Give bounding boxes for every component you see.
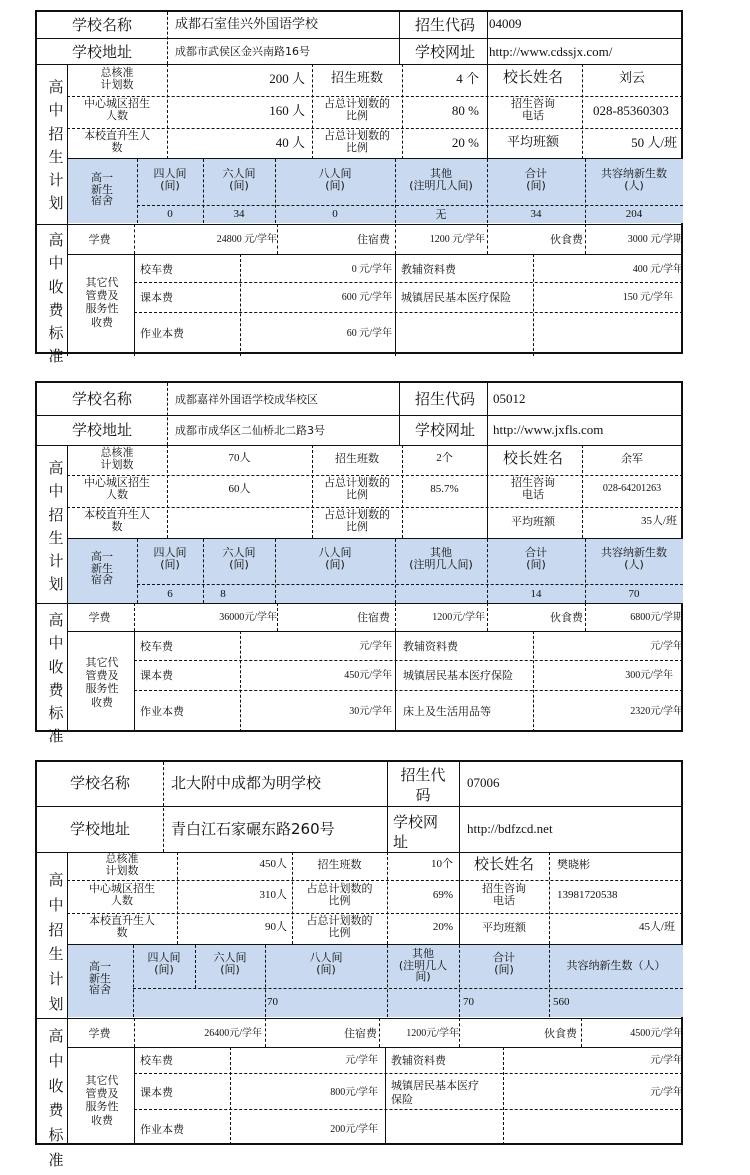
total-rooms-header: 合计 (间) xyxy=(525,546,547,571)
textbook-label: 课本费 xyxy=(140,1086,173,1099)
insurance-value: 元/学年 xyxy=(650,1087,683,1098)
central-value: 310人 xyxy=(259,889,287,901)
lodging-value: 1200 元/学年 xyxy=(429,234,485,245)
principal-label: 校长姓名 xyxy=(473,855,534,873)
tuition-value: 24800 元/学年 xyxy=(216,234,277,245)
room6-header: 六人间 (间) xyxy=(213,951,247,976)
promote-label: 本校直升生人 数 xyxy=(84,129,150,154)
school-name-label: 学校名称 xyxy=(71,16,132,34)
tuition-value: 26400元/学年 xyxy=(204,1028,262,1039)
tutoring-value: 400 元/学年 xyxy=(632,264,683,275)
textbook-value: 600 元/学年 xyxy=(341,292,392,303)
enroll-code: 07006 xyxy=(467,775,500,790)
school-card-1 xyxy=(35,10,683,366)
total-rooms-value: 14 xyxy=(530,588,542,600)
tutoring-label: 教辅资料费 xyxy=(403,640,458,653)
school-website-label: 学校网 址 xyxy=(393,813,439,852)
workbook-label: 作业本费 xyxy=(140,1123,184,1136)
insurance-label: 城镇居民基本医疗保险 xyxy=(401,291,511,304)
room8-value: 70 xyxy=(267,996,278,1008)
meals-value: 6800元/学期 xyxy=(630,612,683,623)
school-card-3 xyxy=(35,760,683,1169)
plan-section-label: 高中招生计划 xyxy=(48,459,64,594)
school-address-label: 学校地址 xyxy=(69,820,130,838)
promote-label: 本校直升生人 数 xyxy=(89,914,155,939)
bus-value: 元/学年 xyxy=(345,1055,378,1066)
central-label: 中心城区招生 人数 xyxy=(84,476,150,501)
ratio-label: 占总计划数的 比例 xyxy=(324,97,390,122)
other-room-header: 其他 (注明几人间) xyxy=(409,546,473,571)
central-label: 中心城区招生 人数 xyxy=(89,882,155,907)
plan-section-label: 高中招生计划 xyxy=(48,871,64,1013)
workbook-value: 60 元/学年 xyxy=(346,328,392,339)
quota-label: 总核准 计划数 xyxy=(105,852,139,877)
avg-class-value: 50 人/班 xyxy=(631,135,677,150)
tuition-value: 36000元/学年 xyxy=(219,612,277,623)
lodging-value: 1200元/学年 xyxy=(406,1028,459,1039)
capacity-value: 560 xyxy=(553,996,570,1008)
central-ratio: 69% xyxy=(432,889,453,901)
lodging-label: 住宿费 xyxy=(357,233,390,246)
textbook-value: 450元/学年 xyxy=(344,670,392,681)
school-address: 青白江石家碾东路260号 xyxy=(171,820,335,838)
other-room-value: 无 xyxy=(435,208,447,221)
room6-value: 8 xyxy=(220,588,226,600)
dorm-label: 高一 新生 宿舍 xyxy=(91,171,113,208)
school-name-label: 学校名称 xyxy=(69,774,130,792)
lodging-label: 住宿费 xyxy=(357,611,390,624)
insurance-value: 150 元/学年 xyxy=(622,292,673,303)
quota-label: 总核准 计划数 xyxy=(100,446,134,471)
school-website[interactable]: http://bdfzcd.net xyxy=(467,821,553,836)
enroll-code-label: 招生代 码 xyxy=(400,766,446,804)
ratio-label: 占总计划数的 比例 xyxy=(306,882,373,907)
insurance-label: 城镇居民基本医疗保险 xyxy=(403,669,513,682)
quota-value: 200 人 xyxy=(269,71,305,86)
room4-value: 0 xyxy=(167,208,173,220)
room4-value: 6 xyxy=(167,588,173,600)
tutoring-label: 教辅资料费 xyxy=(391,1054,446,1067)
central-value: 60人 xyxy=(228,483,251,495)
other-room-header: 其他 (注明几人间) xyxy=(409,167,473,192)
school-address: 成都市成华区二仙桥北二路3号 xyxy=(175,424,325,437)
principal-label: 校长姓名 xyxy=(502,68,563,86)
textbook-label: 课本费 xyxy=(140,669,173,682)
capacity-header: 共容纳新生数 (人) xyxy=(601,167,667,192)
promote-label: 本校直升生人 数 xyxy=(84,508,150,533)
enroll-code: 05012 xyxy=(493,391,526,406)
enroll-code: 04009 xyxy=(489,16,522,31)
bedding-label: 床上及生活用品等 xyxy=(403,705,491,718)
central-value: 160 人 xyxy=(269,103,305,118)
fee-section-label: 高中收费标准 xyxy=(48,1027,64,1169)
room4-header: 四人间 (间) xyxy=(153,546,187,571)
central-label: 中心城区招生 人数 xyxy=(84,97,150,122)
room6-header: 六人间 (间) xyxy=(222,167,256,192)
tutoring-label: 教辅资料费 xyxy=(401,263,456,276)
capacity-header: 共容纳新生数（人） xyxy=(566,959,666,972)
other-fees-label: 其它代 管费及 服务性 收费 xyxy=(85,276,119,329)
avg-class-value: 45人/班 xyxy=(638,921,675,933)
tuition-label: 学费 xyxy=(88,611,111,624)
meals-label: 伙食费 xyxy=(544,1027,577,1040)
ratio-label-2: 占总计划数的 比例 xyxy=(324,508,390,533)
workbook-label: 作业本费 xyxy=(140,705,184,718)
textbook-value: 800元/学年 xyxy=(330,1087,378,1098)
plan-section-label: 高中招生计划 xyxy=(48,78,64,213)
tuition-label: 学费 xyxy=(88,1027,111,1040)
consult-label: 招生咨询 电话 xyxy=(511,476,555,501)
promote-ratio: 20% xyxy=(432,921,453,933)
central-ratio: 85.7% xyxy=(430,483,459,495)
classes-value: 4 个 xyxy=(456,71,479,86)
workbook-label: 作业本费 xyxy=(140,327,184,340)
other-room-header: 其他 (注明几人 间) xyxy=(398,947,448,984)
school-card-2 xyxy=(35,381,683,746)
ratio-label-2: 占总计划数的 比例 xyxy=(324,129,390,154)
enroll-code-label: 招生代码 xyxy=(414,16,475,34)
quota-label: 总核准 计划数 xyxy=(100,66,134,91)
enroll-code-label: 招生代码 xyxy=(414,390,475,408)
classes-label: 招生班数 xyxy=(330,71,383,86)
school-website-label: 学校网址 xyxy=(414,43,475,61)
classes-value: 10个 xyxy=(431,858,453,870)
central-ratio: 80 % xyxy=(451,103,479,118)
tutoring-value: 元/学年 xyxy=(650,1055,683,1066)
room6-value: 34 xyxy=(233,208,245,220)
insurance-label: 城镇居民基本医疗 保险 xyxy=(391,1079,479,1107)
school-address: 成都市武侯区金兴南路16号 xyxy=(175,45,310,58)
principal-name: 樊晓彬 xyxy=(557,858,590,871)
insurance-value: 300元/学年 xyxy=(625,670,673,681)
ratio-label: 占总计划数的 比例 xyxy=(324,476,390,501)
total-rooms-value: 34 xyxy=(530,208,542,220)
avg-class-label: 平均班额 xyxy=(511,515,555,528)
room4-header: 四人间 (间) xyxy=(147,951,181,976)
textbook-label: 课本费 xyxy=(140,291,173,304)
ratio-label-2: 占总计划数的 比例 xyxy=(306,914,373,939)
room8-header: 八人间 (间) xyxy=(309,951,343,976)
workbook-value: 200元/学年 xyxy=(330,1124,378,1135)
principal-name: 刘云 xyxy=(618,71,645,86)
bedding-value: 2320元/学年 xyxy=(630,706,683,717)
promote-value: 90人 xyxy=(265,921,287,933)
room8-header: 八人间 (间) xyxy=(318,167,352,192)
bus-label: 校车费 xyxy=(140,263,173,276)
consult-label: 招生咨询 电话 xyxy=(482,882,526,907)
school-website[interactable]: http://www.cdssjx.com/ xyxy=(489,44,613,59)
school-name: 成都石室佳兴外国语学校 xyxy=(175,17,319,32)
principal-label: 校长姓名 xyxy=(502,449,563,467)
school-name: 成都嘉祥外国语学校成华校区 xyxy=(175,393,318,406)
avg-class-label: 平均班额 xyxy=(482,921,526,934)
school-website[interactable]: http://www.jxfls.com xyxy=(493,422,604,437)
room4-header: 四人间 (间) xyxy=(153,167,187,192)
school-address-label: 学校地址 xyxy=(71,421,132,439)
lodging-label: 住宿费 xyxy=(344,1027,377,1040)
dorm-label: 高一 新生 宿舍 xyxy=(89,960,111,997)
lodging-value: 1200元/学年 xyxy=(432,612,485,623)
bus-label: 校车费 xyxy=(140,1054,173,1067)
meals-label: 伙食费 xyxy=(550,611,583,624)
consult-phone: 13981720538 xyxy=(557,889,618,901)
avg-class-label: 平均班额 xyxy=(506,135,559,150)
consult-phone: 028-64201263 xyxy=(602,483,662,494)
workbook-value: 30元/学年 xyxy=(349,706,392,717)
other-fees-label: 其它代 管费及 服务性 收费 xyxy=(85,656,119,709)
total-rooms-header: 合计 (间) xyxy=(525,167,547,192)
school-website-label: 学校网址 xyxy=(414,421,475,439)
school-address-label: 学校地址 xyxy=(71,43,132,61)
classes-value: 2个 xyxy=(436,452,453,464)
room6-header: 六人间 (间) xyxy=(222,546,256,571)
promote-ratio: 20 % xyxy=(451,135,479,150)
fee-section-label: 高中收费标准 xyxy=(48,231,64,366)
room8-header: 八人间 (间) xyxy=(318,546,352,571)
meals-value: 3000 元/学期 xyxy=(627,234,683,245)
school-name: 北大附中成都为明学校 xyxy=(171,774,322,792)
classes-label: 招生班数 xyxy=(317,858,362,871)
bus-value: 元/学年 xyxy=(359,641,392,652)
capacity-value: 70 xyxy=(628,588,640,600)
room8-value: 0 xyxy=(332,208,338,220)
tutoring-value: 元/学年 xyxy=(650,641,683,652)
meals-value: 4500元/学年 xyxy=(630,1028,683,1039)
promote-value: 40 人 xyxy=(275,135,305,150)
quota-value: 70人 xyxy=(228,452,251,464)
consult-label: 招生咨询 电话 xyxy=(511,97,555,122)
quota-value: 450人 xyxy=(259,858,287,870)
classes-label: 招生班数 xyxy=(335,452,379,465)
total-rooms-header: 合计 (间) xyxy=(493,951,515,976)
avg-class-value: 35人/班 xyxy=(640,515,677,527)
capacity-header: 共容纳新生数 (人) xyxy=(601,546,667,571)
total-rooms-value: 70 xyxy=(463,996,474,1008)
fee-section-label: 高中收费标准 xyxy=(48,611,64,746)
bus-value: 0 元/学年 xyxy=(351,264,392,275)
principal-name: 余军 xyxy=(621,452,643,465)
bus-label: 校车费 xyxy=(140,640,173,653)
other-fees-label: 其它代 管费及 服务性 收费 xyxy=(85,1074,119,1127)
tuition-label: 学费 xyxy=(88,233,111,246)
capacity-value: 204 xyxy=(625,208,643,220)
consult-phone: 028-85360303 xyxy=(593,103,669,118)
dorm-label: 高一 新生 宿舍 xyxy=(91,550,113,587)
meals-label: 伙食费 xyxy=(550,233,583,246)
school-name-label: 学校名称 xyxy=(71,390,132,408)
